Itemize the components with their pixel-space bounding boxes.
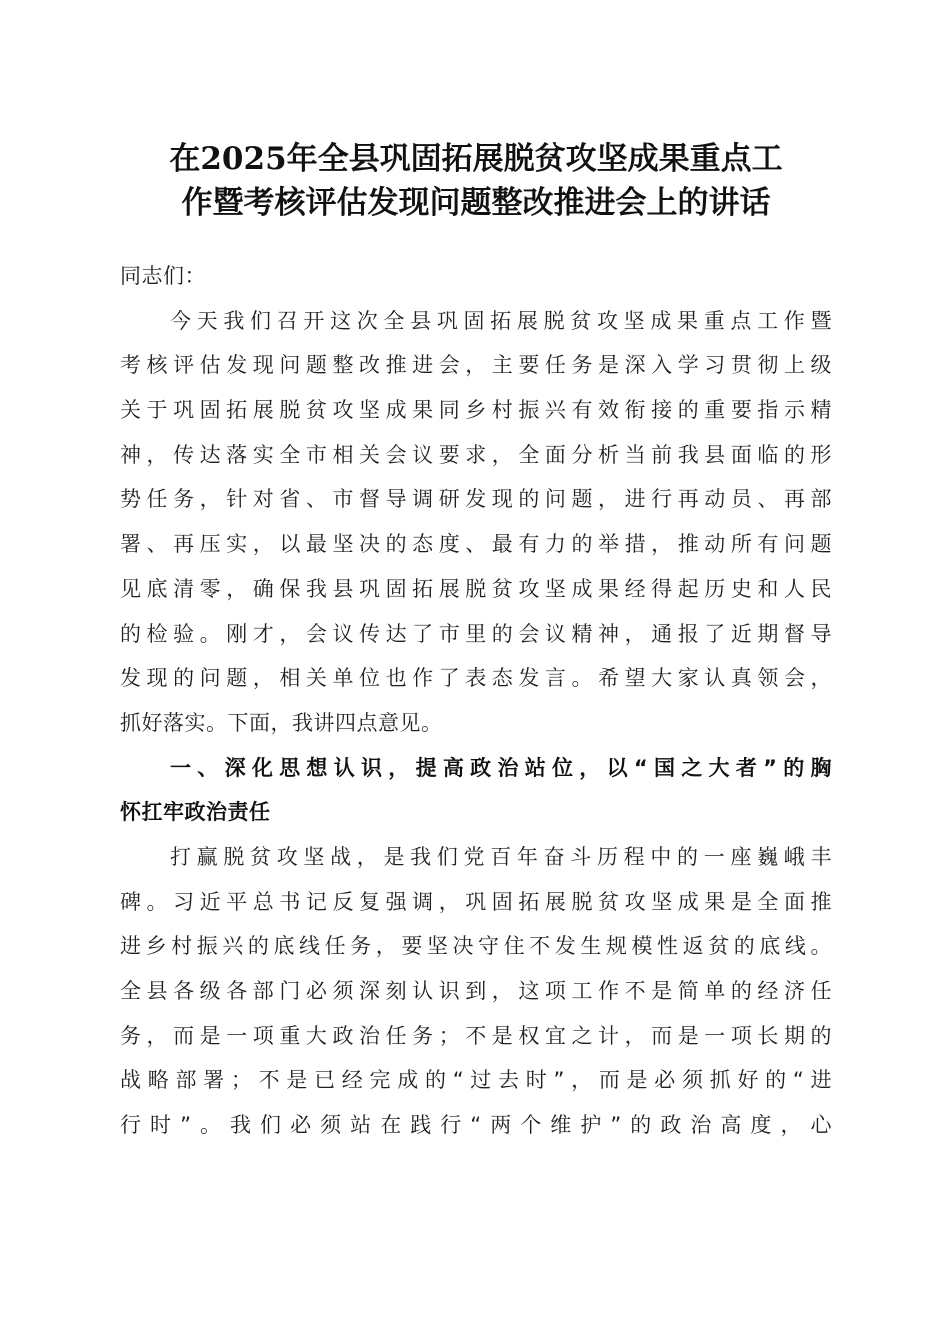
paragraph-line: 的检验。刚才，会议传达了市里的会议精神，通报了近期督导	[120, 621, 832, 646]
paragraph-line: 署、再压实，以最坚决的态度、最有力的举措，推动所有问题	[120, 532, 832, 557]
paragraph-line: 考核评估发现问题整改推进会，主要任务是深入学习贯彻上级	[120, 353, 832, 378]
paragraph-line: 战略部署；不是已经完成的“过去时”，而是必须抓好的“进	[120, 1068, 832, 1093]
salutation: 同志们：	[120, 264, 206, 288]
paragraph-line: 关于巩固拓展脱贫攻坚成果同乡村振兴有效衔接的重要指示精	[120, 398, 832, 423]
paragraph-line: 势任务，针对省、市督导调研发现的问题，进行再动员、再部	[120, 487, 832, 512]
document-title	[120, 137, 832, 225]
heading-line: 一、深化思想认识，提高政治站位，以“国之大者”的胸	[170, 755, 832, 780]
title-line: 在2025年全县巩固拓展脱贫攻坚成果重点工	[169, 141, 783, 177]
paragraph-line: 今天我们召开这次全县巩固拓展脱贫攻坚成果重点工作暨	[170, 308, 832, 333]
paragraph-line: 碑。习近平总书记反复强调，巩固拓展脱贫攻坚成果是全面推	[120, 889, 832, 914]
paragraph-line: 进乡村振兴的底线任务，要坚决守住不发生规模性返贫的底线。	[120, 934, 832, 959]
title-line: 作暨考核评估发现问题整改推进会上的讲话	[181, 185, 771, 221]
paragraph-section-1	[120, 835, 832, 1148]
paragraph-line: 神，传达落实全市相关会议要求，全面分析当前我县面临的形	[120, 442, 832, 467]
heading-line: 怀扛牢政治责任	[120, 800, 271, 825]
section-heading-1	[120, 746, 832, 835]
paragraph-line: 行时”。我们必须站在践行“两个维护”的政治高度，心	[120, 1113, 832, 1138]
paragraph-line: 打赢脱贫攻坚战，是我们党百年奋斗历程中的一座巍峨丰	[170, 844, 832, 869]
paragraph-intro	[120, 299, 832, 746]
paragraph-line: 务，而是一项重大政治任务；不是权宜之计，而是一项长期的	[120, 1023, 832, 1048]
paragraph-line: 全县各级各部门必须深刻认识到，这项工作不是简单的经济任	[120, 979, 832, 1003]
paragraph-line: 见底清零，确保我县巩固拓展脱贫攻坚成果经得起历史和人民	[120, 576, 832, 601]
paragraph-line: 发现的问题，相关单位也作了表态发言。希望大家认真领会，	[120, 666, 832, 691]
document-body	[120, 254, 832, 1148]
paragraph-line: 抓好落实。下面，我讲四点意见。	[120, 710, 443, 735]
